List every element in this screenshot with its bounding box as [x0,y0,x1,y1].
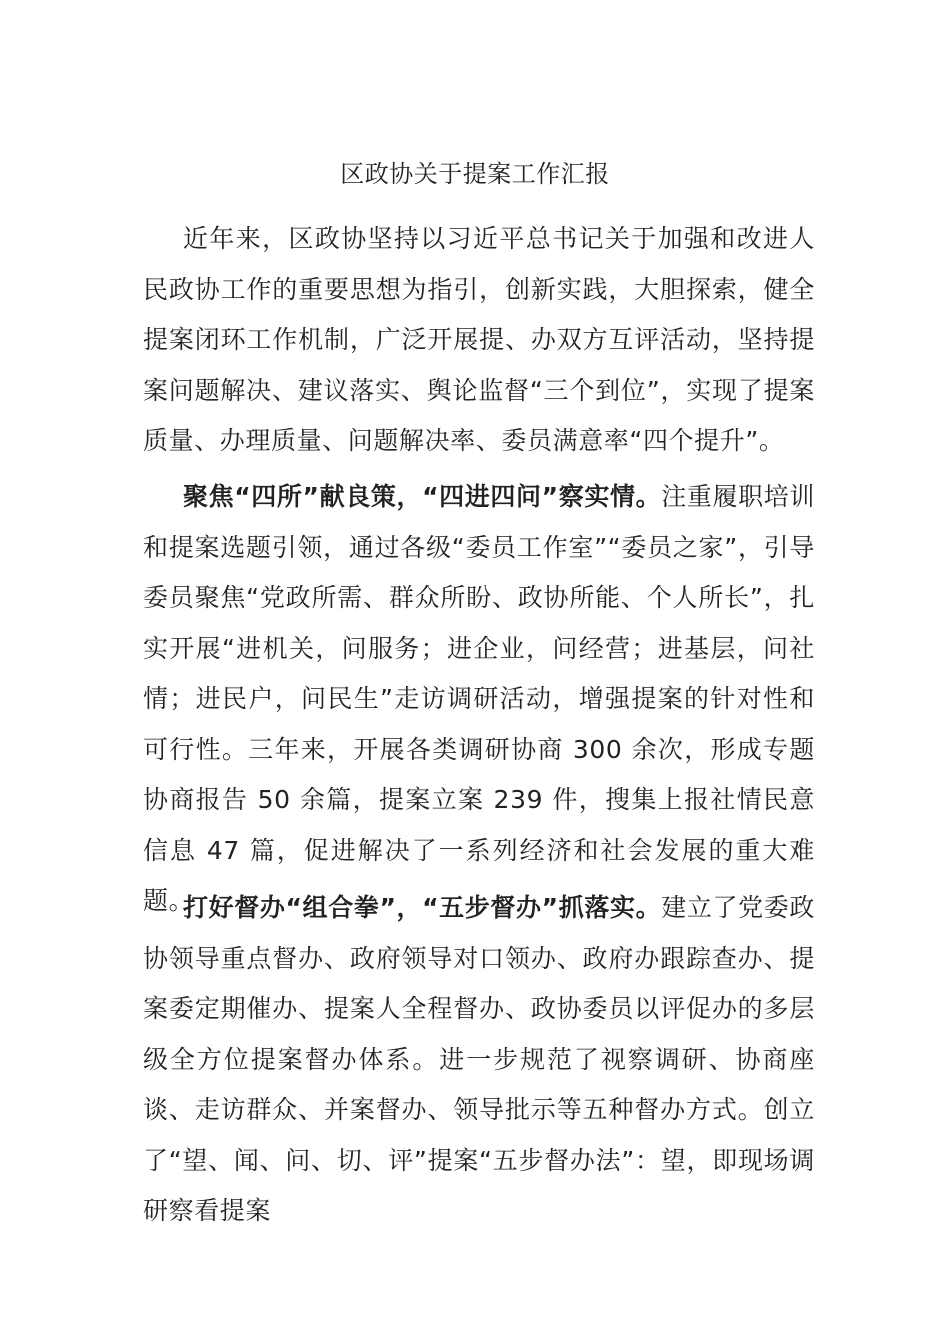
paragraph-section-1-text: 注重履职培训和提案选题引领，通过各级“委员工作室”“委员之家”，引导委员聚焦“党政所需、群众所盼、政协所能、个人所长”，扎实开展“进机关，问服务；进企业，问经营；进基层，问社情；进民户，问民生”走访调研活动，增强提案的针对性和可行性。三年来，开展各类调研协商 300 余次，形成专题协商报告 50 余篇，提案立案 239 件，搜集上报社情民意信息 47 篇，促进解决了一系列经济和社会发展的重大难题。 [143,482,815,915]
paragraph-section-2-heading: 打好督办“组合拳”，“五步督办”抓落实。 [183,893,662,922]
paragraph-section-1 [143,472,815,927]
paragraph-section-2-text: 建立了党委政协领导重点督办、政府领导对口领办、政府办跟踪查办、提案委定期催办、提案人全程督办、政协委员以评促办的多层级全方位提案督办体系。进一步规范了视察调研、协商座谈、走访群众、并案督办、领导批示等五种督办方式。创立了“望、闻、问、切、评”提案“五步督办法”：望，即现场调研察看提案 [143,893,815,1225]
paragraph-section-2 [143,883,815,1237]
paragraph-intro-text: 近年来，区政协坚持以习近平总书记关于加强和改进人民政协工作的重要思想为指引，创新实践，大胆探索，健全提案闭环工作机制，广泛开展提、办双方互评活动，坚持提案问题解决、建议落实、舆论监督“三个到位”，实现了提案质量、办理质量、问题解决率、委员满意率“四个提升”。 [143,224,815,455]
paragraph-section-1-heading: 聚焦“四所”献良策，“四进四问”察实情。 [183,482,662,511]
paragraph-intro [143,214,815,467]
document-title: 区政协关于提案工作汇报 [340,160,610,188]
